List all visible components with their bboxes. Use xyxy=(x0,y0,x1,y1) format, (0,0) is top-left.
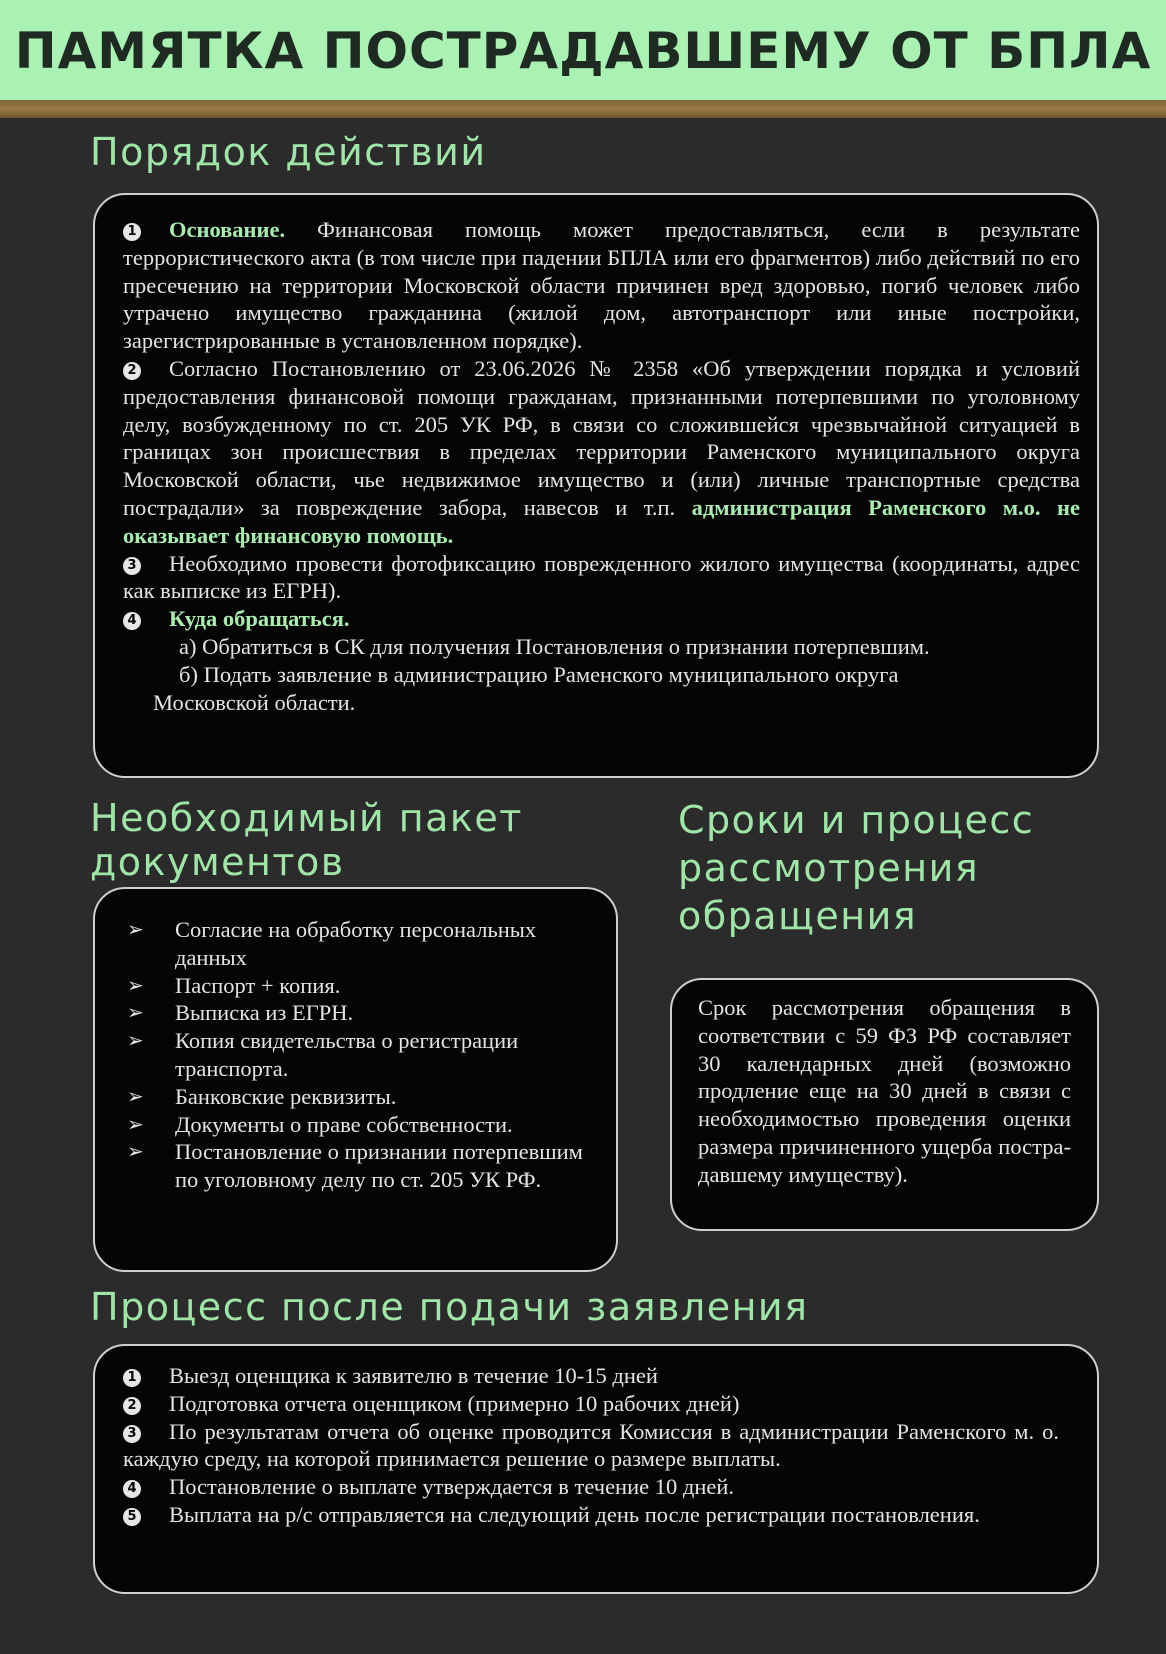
document-item-text: Выписка из ЕГРН. xyxy=(175,1000,354,1026)
document-item xyxy=(127,1027,596,1083)
process-box xyxy=(93,1344,1099,1594)
terms-text: Срок рассмотрения обращения в соответствии с 59 ФЗ РФ составляет 30 календарных дней (возможно продление еще на 30 дней в связи с необходимостью проведения оценки размера причиненного ущерба пострадавшему имуществу). xyxy=(698,995,1071,1187)
action-item-4-sub-a: а) Обратиться в СК для получения Постановления о признании потерпевшим. xyxy=(179,633,930,659)
action-item-4-lead: Куда обращаться. xyxy=(169,606,350,632)
document-item-text: Постановление о признании потерпевшим по уголовному делу по ст. 205 УК РФ. xyxy=(175,1139,583,1193)
terms-box xyxy=(670,978,1099,1231)
arrow-bullet-icon: ➢ xyxy=(127,1111,144,1136)
document-item xyxy=(127,972,596,1000)
section-heading-terms-line2: рассмотрения xyxy=(678,846,980,890)
number-badge-icon: 1 xyxy=(123,223,141,241)
section-heading-documents-line1: Необходимый пакет xyxy=(90,796,523,840)
arrow-bullet-icon: ➢ xyxy=(127,1028,144,1053)
document-item-text: Копия свидетельства о регистрации транспорта. xyxy=(175,1028,519,1081)
number-badge-icon: 4 xyxy=(123,1480,141,1498)
section-heading-terms-line1: Сроки и процесс xyxy=(678,798,1035,842)
document-item xyxy=(127,1138,596,1194)
number-badge-icon: 2 xyxy=(123,362,141,380)
process-step-text: Выплата на р/с отправляется на следующий день после регистрации постановления. xyxy=(169,1501,980,1527)
action-item-2-accent: администрация Раменского м.о. не оказывает финансовую помощь. xyxy=(123,494,1080,548)
arrow-bullet-icon: ➢ xyxy=(127,1139,144,1164)
document-item-text: Банковские реквизиты. xyxy=(175,1083,397,1109)
section-heading-documents-line2: документов xyxy=(90,840,345,884)
document-item-text: Паспорт + копия. xyxy=(175,972,341,998)
section-heading-terms-line3: обращения xyxy=(678,894,918,938)
document-item xyxy=(127,999,596,1027)
title-banner xyxy=(0,0,1166,100)
action-item-4 xyxy=(123,605,1080,633)
number-badge-icon: 3 xyxy=(123,557,141,575)
number-badge-icon: 4 xyxy=(123,612,141,630)
document-item xyxy=(127,1083,596,1111)
document-item-text: Согласие на обработку персональных данных xyxy=(175,917,537,970)
section-heading-actions: Порядок действий xyxy=(90,130,487,174)
action-item-4-sub-b: б) Подать заявление в администрацию Раменского муниципального округа xyxy=(179,661,899,687)
action-item-2 xyxy=(123,355,1080,550)
action-item-3-text: Необходимо провести фотофиксацию поврежденного жилого имущества (координаты, адрес как выписке из ЕГРН). xyxy=(123,550,1080,604)
decorative-stripe xyxy=(0,100,1166,118)
process-step-text: Выезд оценщика к заявителю в течение 10-15 дней xyxy=(169,1363,658,1388)
number-badge-icon: 5 xyxy=(123,1508,141,1526)
page-title: ПАМЯТКА ПОСТРАДАВШЕМУ ОТ БПЛА xyxy=(14,22,1152,80)
document-item xyxy=(127,916,596,972)
section-heading-documents xyxy=(90,796,523,884)
process-step xyxy=(123,1473,1059,1501)
action-item-2-text: Согласно Постановлению от 23.06.2026 № 2358 «Об утверждении порядка и условий предоставления финансовой помощи гражданам, признанными потерпевшими по уголовному делу, возбужденному по ст. 205 УК РФ, в связи со сложившейся чрезвычайной ситуацией в границах зон происшествия в пределах территории Раменского муниципального округа Московской области, чье недвижимое имущество и (или) личные транспортные средства пострадали» за повреждение забора, навесов и т.п. xyxy=(123,355,1080,520)
action-item-3 xyxy=(123,550,1080,606)
section-heading-process: Процесс после подачи заявления xyxy=(90,1285,809,1329)
action-item-1 xyxy=(123,216,1080,355)
process-step xyxy=(123,1362,1059,1390)
documents-list xyxy=(127,916,596,1194)
actions-box xyxy=(93,193,1099,778)
arrow-bullet-icon: ➢ xyxy=(127,917,144,941)
process-step-text: По результатам отчета об оценке проводится Комиссия в администрации Раменского м. о. каждую среду, на которой принимается решение о размере выплаты. xyxy=(123,1418,1059,1472)
process-list xyxy=(123,1362,1059,1529)
number-badge-icon: 2 xyxy=(123,1397,141,1415)
arrow-bullet-icon: ➢ xyxy=(127,1083,144,1108)
action-item-1-lead: Основание. xyxy=(169,217,286,242)
documents-box xyxy=(93,887,618,1272)
process-step-text: Подготовка отчета оценщиком (примерно 10 рабочих дней) xyxy=(169,1390,740,1416)
document-item xyxy=(127,1111,596,1139)
document-item-text: Документы о праве собственности. xyxy=(175,1111,513,1137)
process-step xyxy=(123,1390,1059,1418)
number-badge-icon: 3 xyxy=(123,1425,141,1443)
section-heading-terms xyxy=(678,796,1034,940)
number-badge-icon: 1 xyxy=(123,1369,141,1387)
process-step xyxy=(123,1418,1059,1474)
arrow-bullet-icon: ➢ xyxy=(127,972,144,997)
process-step-text: Постановление о выплате утверждается в течение 10 дней. xyxy=(169,1474,735,1500)
process-step xyxy=(123,1501,1059,1529)
action-item-4-sub-b-cont: Московской области. xyxy=(153,689,356,715)
arrow-bullet-icon: ➢ xyxy=(127,1000,144,1025)
action-item-1-text: Финансовая помощь может предоставляться, если в результате террористического акта (в том числе при падении БПЛА или его фрагментов) либо действий по его пресечению на территории Московской области причинен вред здоровью, погиб человек либо утрачено имущество гражданина (жилой дом, автотранспорт или иные постройки, зарегистрированные в установленном порядке). xyxy=(123,217,1080,354)
